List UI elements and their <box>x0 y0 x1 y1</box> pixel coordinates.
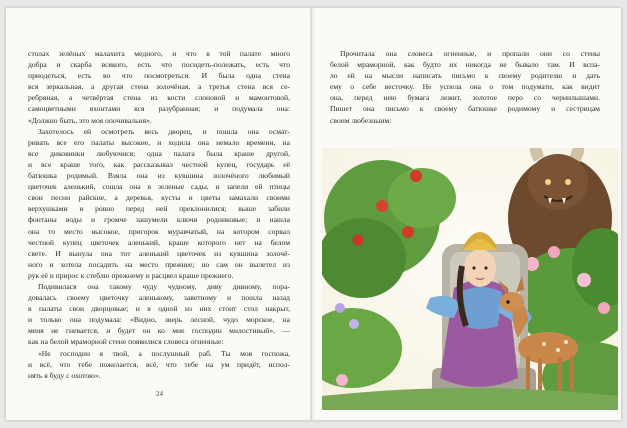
text-line: цветочек аленький, сошла она в зеленые сады, и запели ей птицы <box>28 182 290 192</box>
text-line: она, перед нею бумага лежит, золотое перо со чернилышами. <box>330 93 600 103</box>
text-line: столах зелёных малахита медного, и что в той палате много <box>28 49 290 58</box>
fairy-tale-illustration <box>322 148 618 410</box>
text-line: рук её и прирос к стеблю прежнему и расцвел краше прежнего. <box>28 270 234 280</box>
text-line: довалась своему цветочку аленькому, заветному и пошла назад <box>28 293 290 303</box>
page-number: 24 <box>156 390 163 398</box>
text-line: добра и скарба всякого, есть что посидеть-полежать, есть что <box>28 60 290 70</box>
text-line: свете. И вынула она тот аленький цветочек из кувшина золочё- <box>28 248 290 258</box>
text-line: и все краше того, как рассказывал честной купец, государь её <box>28 159 290 169</box>
text-line: ребряная, а четвёртая стена из кости слоновой и мамонтовой, <box>28 93 290 103</box>
text-line: меня не гневается, и будет он ко мне господин милостивый», — <box>28 326 290 336</box>
text-line: вся зеркальная, а другая стена золочёная, а третья стена вся се- <box>28 82 290 92</box>
text-line: честной купец цветочек аленький, краше которого нет на белом <box>28 237 290 247</box>
text-line: «Не господин я твой, а послушный раб. Ты моя госпожа, <box>38 348 290 358</box>
text-line: Прочитала она словеса огненные, и пропали они со стены <box>340 49 600 58</box>
text-line: Захотелось ей осмотреть весь дворец, и пошла она осмат- <box>38 126 290 136</box>
text-line: нять я буду с охотою». <box>28 370 101 380</box>
right-page <box>312 8 621 420</box>
text-line: приодеться, есть во что посмотреться. И была одна стена <box>28 71 290 81</box>
text-line: ему о себе весточку. Не успела она о том подумати, как видит <box>330 82 600 92</box>
text-line: как на белой мраморной стене появилися словеса огненные: <box>28 337 224 347</box>
text-line: самоцветными яхонтами вся разубранная; и подумала она: <box>28 104 290 114</box>
text-line: ривать все его палаты высокие, и ходила она немало времени, на <box>28 137 290 147</box>
text-line: свои песни райские, а деревья, кусты и цветы замахали своими <box>28 193 290 203</box>
text-line: в палаты свои дворцовые; и в одной из них стоит стол накрыт, <box>28 304 290 314</box>
text-line: «Должно быть, это моя опочивальня». <box>28 115 152 125</box>
text-line: и только она подумала: «Видно, зверь лесной, чудо морское, на <box>28 315 290 325</box>
text-line: ло ей на мысли написать письмо к своему родителю и дать <box>330 71 600 81</box>
left-page <box>6 8 312 420</box>
text-line: фонтаны воды и громче зашумели ключи родниковые; и нашла <box>28 215 290 225</box>
text-line: верхушками и ровно перед ней преклонилися; выше забили <box>28 204 290 214</box>
text-line: Подивилася она такому чуду чудному, диву дивному, пора- <box>38 281 290 291</box>
text-line: ного и хотела посадить на место прежнее; но сам он вылетел из <box>28 259 290 269</box>
text-line: она то место высокое, пригорок муравчатый, на котором сорвал <box>28 226 290 236</box>
text-line: белой мраморной, как будто их никогда не бывало там. И вспа- <box>330 60 600 70</box>
left-page-text <box>28 48 290 381</box>
text-line: своим любезныим: <box>330 115 392 125</box>
text-line: все диковинки любуючися; одна палата была краше другой, <box>28 148 290 158</box>
text-line: Пишет она письмо к своему батюшке родимому и сестрицам <box>330 104 600 114</box>
book-gutter <box>310 8 314 420</box>
right-page-text <box>330 48 600 126</box>
text-line: батюшка родимый. Взяла она из кувшина золочёного любимый <box>28 171 290 181</box>
text-line: и всё, что тебе пожелается, всё, что тебе на ум придёт, испол- <box>28 359 290 369</box>
